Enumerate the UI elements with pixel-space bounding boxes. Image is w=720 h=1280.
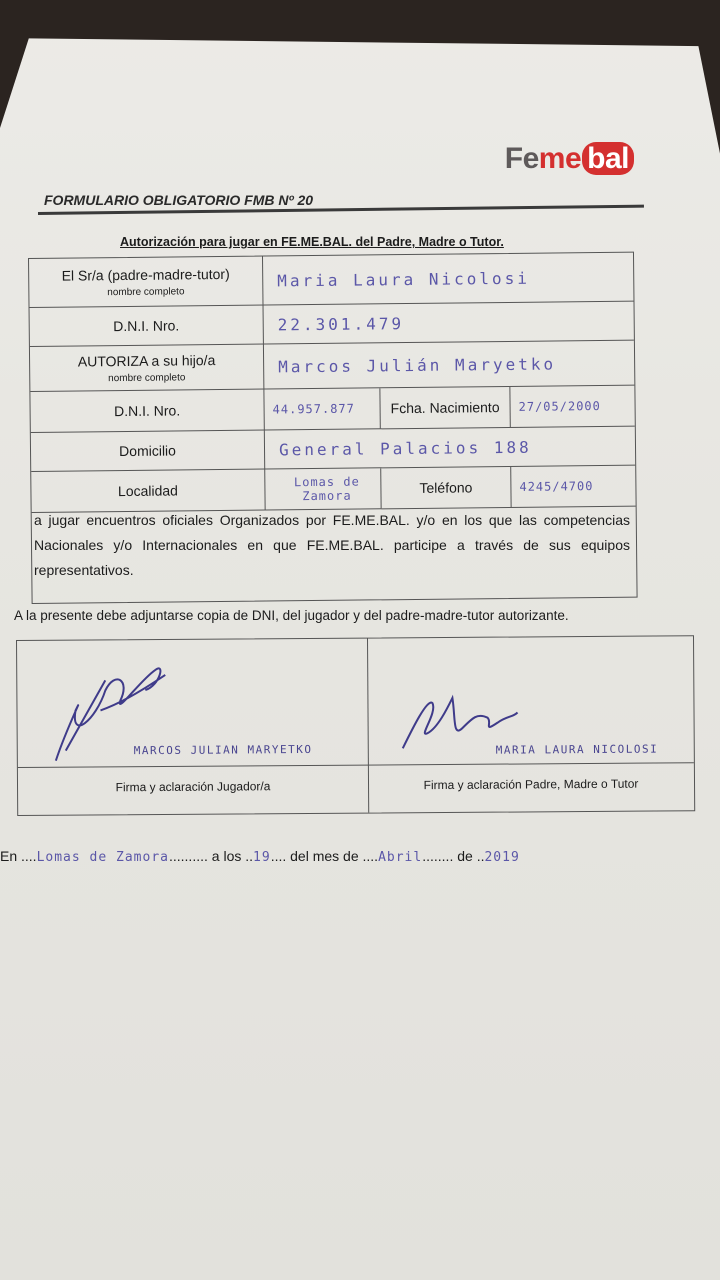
- parent-printed-name: MARIA LAURA NICOLOSI: [495, 742, 659, 757]
- tutor-label-cell: [29, 257, 263, 307]
- date-month: Abril: [378, 850, 423, 865]
- tutor-sublabel: nombre completo: [107, 285, 185, 298]
- dni-tutor-label: D.N.I. Nro.: [30, 306, 264, 346]
- child-label-cell: [30, 345, 264, 391]
- phone-label: Teléfono: [381, 467, 511, 508]
- logo-fe: Fe: [504, 142, 539, 175]
- birth-value: 27/05/2000: [518, 399, 601, 414]
- date-month-label: del mes de: [290, 848, 359, 864]
- row-dni-tutor: [30, 302, 634, 347]
- tutor-label: El Sr/a (padre-madre-tutor): [61, 265, 230, 284]
- tutor-name-value: Maria Laura Nicolosi: [277, 268, 530, 290]
- row-child: [30, 341, 634, 392]
- form-title: FORMULARIO OBLIGATORIO FMB Nº 20: [44, 192, 314, 208]
- dni-child-value: 44.957.877: [264, 388, 380, 429]
- authorization-title: Autorización para jugar en FE.ME.BAL. del Padre, Madre o Tutor.: [120, 235, 504, 249]
- child-label: AUTORIZA a su hijo/a: [77, 351, 216, 369]
- femebal-logo: [505, 142, 634, 176]
- phone-value: 4245/4700: [519, 479, 594, 494]
- date-year: 2019: [484, 850, 520, 865]
- date-de: de: [457, 848, 473, 864]
- row-city: [31, 466, 635, 513]
- date-prefix: En: [0, 848, 18, 864]
- parent-caption: Firma y aclaración Padre, Madre o Tutor: [423, 776, 639, 793]
- address-value: General Palacios 188: [278, 437, 532, 459]
- authorization-paragraph: a jugar encuentros oficiales Organizados por FE.ME.BAL. y/o en los que las competencias Nacionales y/o Internacionales en que FE.ME.BAL. participe a través de sus equipos representativos.: [34, 512, 630, 578]
- player-printed-name: MARCOS JULIAN MARYETKO: [133, 742, 313, 758]
- row-dni-child: [30, 386, 634, 433]
- attachment-note: A la presente debe adjuntarse copia de DNI, del jugador y del padre-madre-tutor autorizante.: [14, 608, 569, 623]
- row-tutor: [29, 253, 633, 308]
- city-label: Localidad: [31, 470, 265, 512]
- birth-label: Fcha. Nacimiento: [380, 387, 510, 428]
- row-address: [31, 427, 635, 472]
- logo-bal: bal: [582, 142, 634, 175]
- date-day: 19: [253, 850, 271, 865]
- dni-child-label: D.N.I. Nro.: [30, 390, 264, 432]
- player-caption: Firma y aclaración Jugador/a: [115, 779, 271, 795]
- address-label: Domicilio: [31, 431, 265, 471]
- city-value: Lomas de Zamora: [265, 468, 381, 509]
- dni-tutor-value: 22.301.479: [277, 313, 405, 334]
- child-name-value: Marcos Julián Maryetko: [278, 353, 557, 376]
- date-line: En ....Lomas de Zamora.......... a los ..19.... del mes de ....Abril........ de ..2019: [0, 848, 520, 865]
- child-sublabel: nombre completo: [108, 371, 186, 384]
- logo-me: me: [538, 142, 582, 175]
- date-place: Lomas de Zamora: [36, 850, 169, 865]
- signature-table: [16, 635, 695, 816]
- date-a-los: a los: [211, 848, 242, 864]
